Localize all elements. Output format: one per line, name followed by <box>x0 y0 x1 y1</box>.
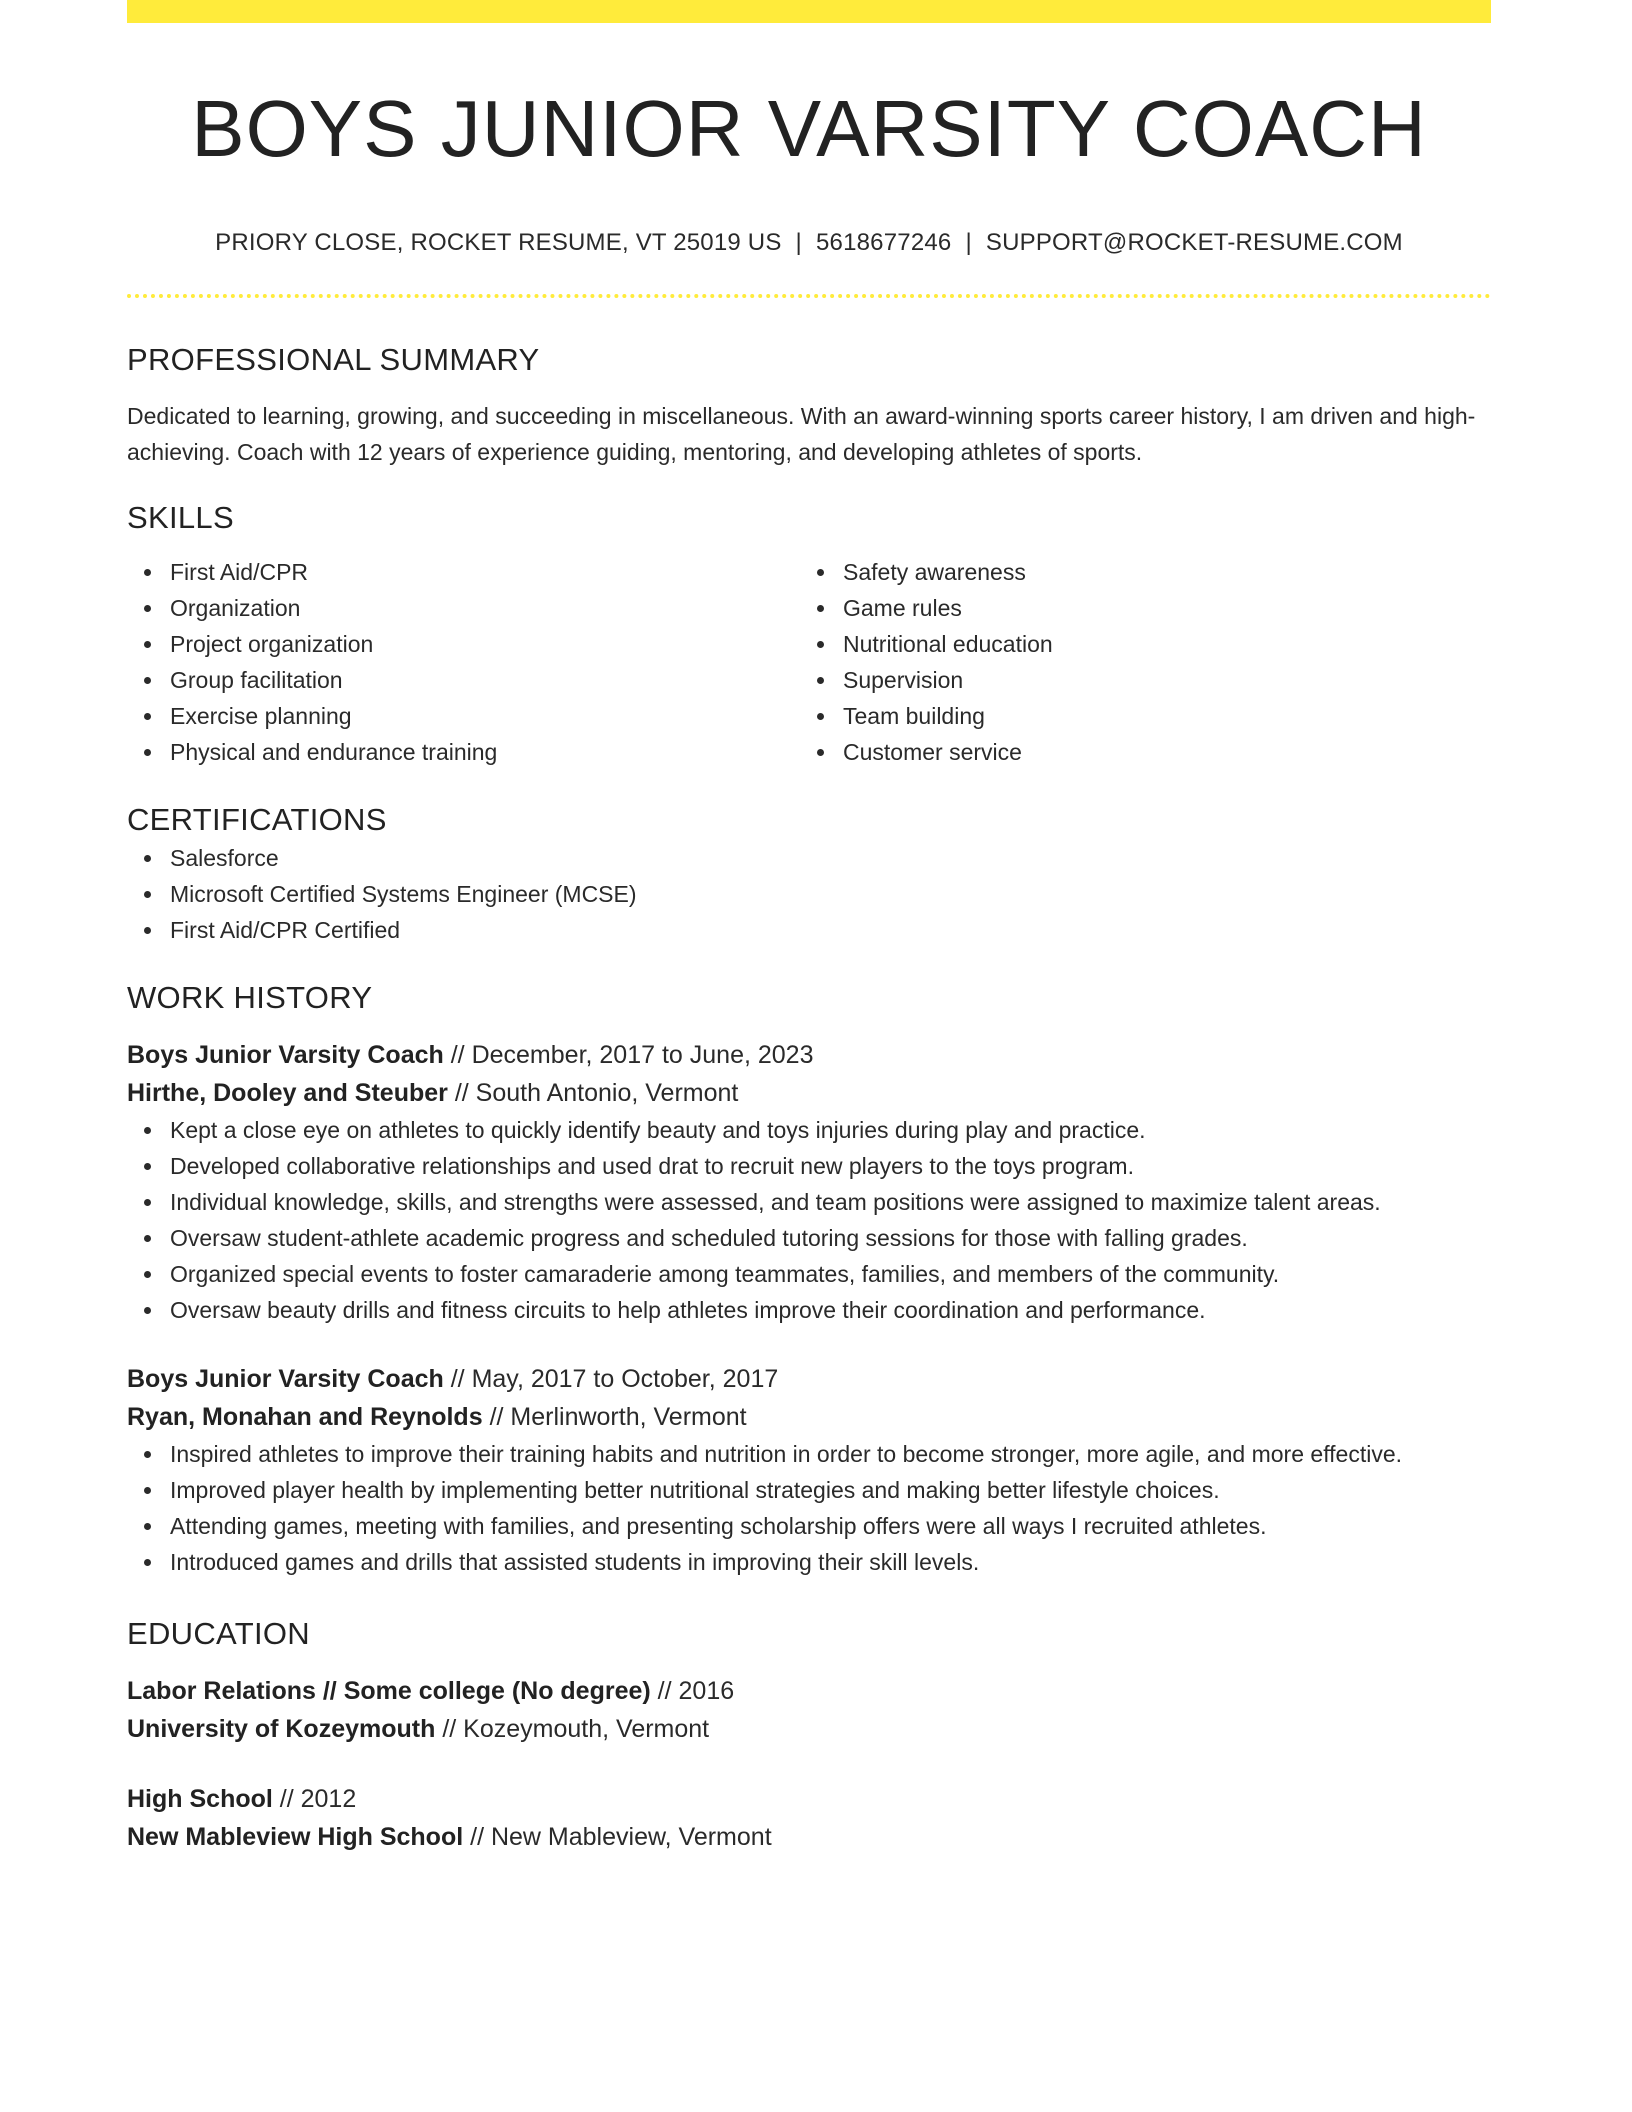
job-company: Ryan, Monahan and Reynolds <box>127 1403 483 1431</box>
job-title-line <box>127 1360 1491 1398</box>
job-dates: // December, 2017 to June, 2023 <box>450 1041 814 1069</box>
job-duty: Improved player health by implementing better nutritional strategies and making better lifestyle choices. <box>127 1472 1491 1508</box>
skill-item: Game rules <box>800 590 1473 626</box>
certifications-heading: CERTIFICATIONS <box>127 802 387 837</box>
education-degree-line <box>127 1672 1491 1710</box>
contact-separator: | <box>965 229 972 256</box>
job-duties-list <box>127 1436 1491 1580</box>
job-duty: Inspired athletes to improve their training habits and nutrition in order to become stronger, more agile, and more effective. <box>127 1436 1491 1472</box>
job-duties-list <box>127 1112 1491 1328</box>
skills-columns <box>127 554 1491 770</box>
skill-item: Organization <box>127 590 800 626</box>
skill-item: Team building <box>800 698 1473 734</box>
job-entry <box>127 1360 1491 1580</box>
skill-item: Supervision <box>800 662 1473 698</box>
education-school-line <box>127 1710 1491 1748</box>
skills-list-right <box>800 554 1473 770</box>
job-company-line <box>127 1074 1491 1112</box>
education-location: // Kozeymouth, Vermont <box>442 1715 710 1743</box>
job-duty: Oversaw student-athlete academic progress and scheduled tutoring sessions for those with falling grades. <box>127 1220 1491 1256</box>
certifications-list <box>127 840 1491 948</box>
education-entry <box>127 1780 1491 1856</box>
skills-list-left <box>127 554 800 770</box>
skill-item: First Aid/CPR <box>127 554 800 590</box>
education-school: New Mableview High School <box>127 1823 464 1851</box>
job-location: // Merlinworth, Vermont <box>489 1403 747 1431</box>
job-role: Boys Junior Varsity Coach <box>127 1041 444 1069</box>
job-duty: Kept a close eye on athletes to quickly identify beauty and toys injuries during play and practice. <box>127 1112 1491 1148</box>
skill-item: Safety awareness <box>800 554 1473 590</box>
contact-separator: | <box>795 229 802 256</box>
candidate-name: BOYS JUNIOR VARSITY COACH <box>191 84 1427 173</box>
contact-address: PRIORY CLOSE, ROCKET RESUME, VT 25019 US <box>215 229 782 256</box>
job-entry <box>127 1036 1491 1328</box>
certification-item: Microsoft Certified Systems Engineer (MCSE) <box>127 876 1491 912</box>
education-year: // 2016 <box>657 1677 735 1705</box>
job-duty: Individual knowledge, skills, and strengths were assessed, and team positions were assigned to maximize talent areas. <box>127 1184 1491 1220</box>
education-degree-line <box>127 1780 1491 1818</box>
dotted-divider <box>127 294 1491 298</box>
job-duty: Developed collaborative relationships and used drat to recruit new players to the toys program. <box>127 1148 1491 1184</box>
summary-heading: PROFESSIONAL SUMMARY <box>127 342 540 377</box>
education-degree: High School <box>127 1785 273 1813</box>
resume-page <box>127 0 1491 1856</box>
education-year: // 2012 <box>279 1785 357 1813</box>
contact-line <box>127 227 1491 259</box>
contact-phone: 5618677246 <box>815 229 952 256</box>
skill-item: Group facilitation <box>127 662 800 698</box>
certification-item: First Aid/CPR Certified <box>127 912 1491 948</box>
skill-item: Project organization <box>127 626 800 662</box>
job-duty: Attending games, meeting with families, and presenting scholarship offers were all ways I recruited athletes. <box>127 1508 1491 1544</box>
job-duty: Introduced games and drills that assisted students in improving their skill levels. <box>127 1544 1491 1580</box>
skill-item: Customer service <box>800 734 1473 770</box>
job-role: Boys Junior Varsity Coach <box>127 1365 444 1393</box>
education-degree: Labor Relations // Some college (No degree) <box>127 1677 651 1705</box>
certification-item: Salesforce <box>127 840 1491 876</box>
skill-item: Nutritional education <box>800 626 1473 662</box>
job-duty: Oversaw beauty drills and fitness circuits to help athletes improve their coordination and performance. <box>127 1292 1491 1328</box>
education-entry <box>127 1672 1491 1748</box>
job-dates: // May, 2017 to October, 2017 <box>450 1365 779 1393</box>
education-school: University of Kozeymouth <box>127 1715 436 1743</box>
job-company: Hirthe, Dooley and Steuber <box>127 1079 448 1107</box>
contact-email: SUPPORT@ROCKET-RESUME.COM <box>985 229 1403 256</box>
skill-item: Exercise planning <box>127 698 800 734</box>
job-location: // South Antonio, Vermont <box>454 1079 739 1107</box>
education-heading: EDUCATION <box>127 1616 310 1651</box>
education-school-line <box>127 1818 1491 1856</box>
skill-item: Physical and endurance training <box>127 734 800 770</box>
skills-heading: SKILLS <box>127 500 234 535</box>
accent-bar <box>127 0 1491 23</box>
job-duty: Organized special events to foster camaraderie among teammates, families, and members of the community. <box>127 1256 1491 1292</box>
education-location: // New Mableview, Vermont <box>470 1823 772 1851</box>
work-history-heading: WORK HISTORY <box>127 980 373 1015</box>
job-company-line <box>127 1398 1491 1436</box>
summary-text: Dedicated to learning, growing, and succeeding in miscellaneous. With an award-winning sports career history, I am driven and high-achieving. Coach with 12 years of experience guiding, mentoring, and developing athletes of sports. <box>127 403 1476 465</box>
job-title-line <box>127 1036 1491 1074</box>
